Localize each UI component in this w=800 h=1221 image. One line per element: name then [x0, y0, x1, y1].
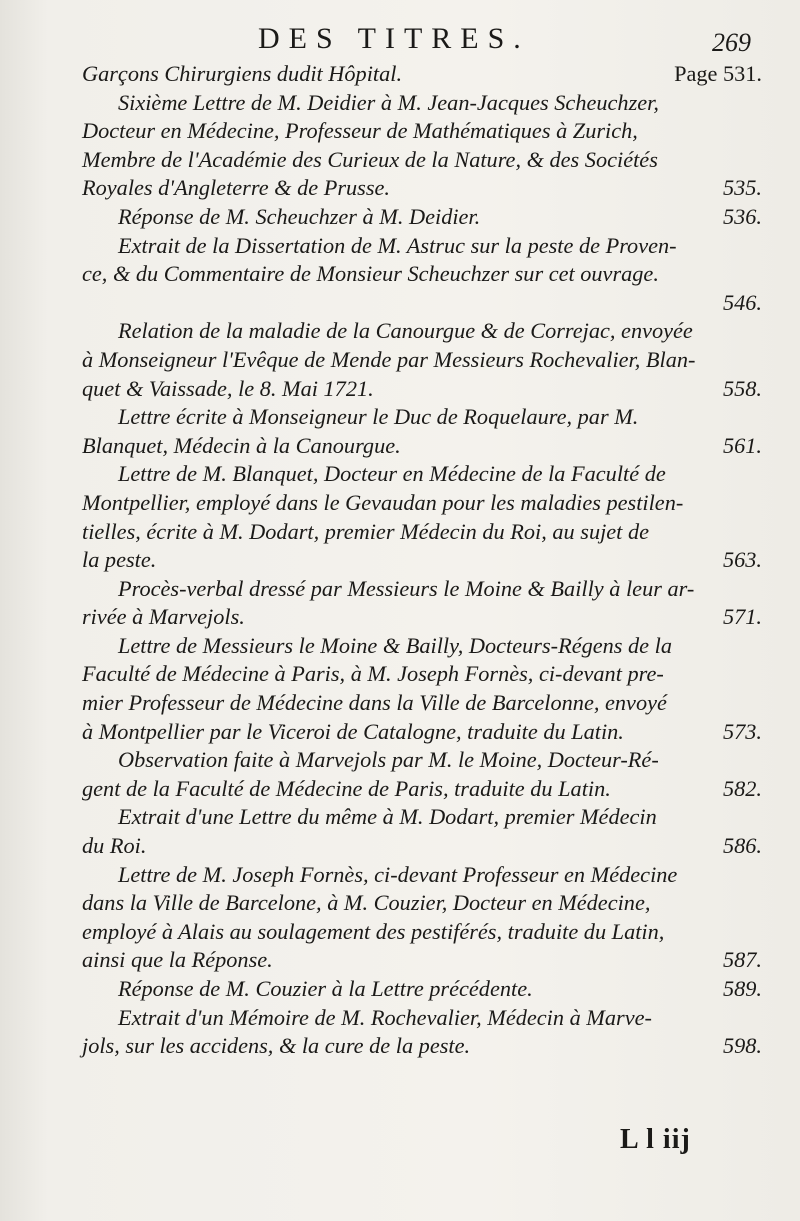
toc-line: [82, 689, 762, 718]
printer-signature-mark: L l iij: [620, 1124, 691, 1155]
toc-line: [82, 260, 762, 289]
toc-line: [82, 146, 762, 175]
toc-page-reference: 589.: [722, 976, 762, 1001]
toc-page-reference: 536.: [722, 203, 762, 229]
toc-line: [82, 60, 762, 89]
toc-page-reference: 582.: [722, 775, 762, 801]
toc-line: [82, 346, 762, 375]
toc-page-reference: 561.: [722, 432, 762, 458]
toc-page-reference: 571.: [722, 604, 762, 630]
toc-line-text: gent de la Faculté de Médecine de Paris, traduite du Latin.: [82, 775, 611, 801]
toc-line-text: Lettre de M. Blanquet, Docteur en Médecine de la Faculté de: [118, 461, 666, 487]
toc-line-text: Royales d'Angleterre & de Prusse.: [82, 175, 390, 201]
toc-line-text: Membre de l'Académie des Curieux de la Nature, & des Sociétés: [82, 146, 658, 172]
toc-line: [82, 460, 762, 489]
toc-line: [82, 432, 762, 461]
toc-line: [82, 317, 762, 346]
toc-line: [82, 403, 762, 432]
toc-line-text: du Roi.: [82, 833, 147, 859]
toc-line-text: à Montpellier par le Viceroi de Catalogne, traduite du Latin.: [82, 718, 624, 744]
toc-page-reference: 535.: [722, 175, 762, 201]
toc-line: [82, 975, 762, 1004]
toc-page-reference: 546.: [722, 289, 762, 315]
table-of-contents: [82, 60, 762, 1061]
running-title: DES TITRES.: [258, 22, 530, 55]
toc-line: [82, 1004, 762, 1033]
toc-line-text: Relation de la maladie de la Canourgue & de Correjac, envoyée: [118, 318, 693, 344]
toc-line-text: Lettre écrite à Monseigneur le Duc de Roquelaure, par M.: [118, 404, 639, 430]
toc-line: [82, 232, 762, 261]
toc-line-text: la peste.: [82, 547, 157, 573]
page-header: [0, 22, 800, 62]
toc-line: [82, 375, 762, 404]
toc-line-text: Observation faite à Marvejols par M. le Moine, Docteur-Ré-: [118, 747, 659, 773]
toc-line-text: Lettre de M. Joseph Fornès, ci-devant Professeur en Médecine: [118, 861, 678, 887]
toc-page-reference: 598.: [722, 1033, 762, 1059]
toc-line-text: Procès-verbal dressé par Messieurs le Moine & Bailly à leur ar-: [118, 575, 695, 601]
page-number: 269: [712, 28, 751, 57]
toc-line: [82, 489, 762, 518]
toc-page-reference: 587.: [722, 947, 762, 973]
toc-line-text: Réponse de M. Scheuchzer à M. Deidier.: [118, 203, 481, 229]
toc-line: [82, 775, 762, 804]
toc-line: [82, 518, 762, 547]
toc-line-text: Lettre de Messieurs le Moine & Bailly, Docteurs-Régens de la: [118, 632, 672, 658]
toc-line: [82, 603, 762, 632]
toc-page-reference: 586.: [722, 833, 762, 859]
toc-line: [82, 1032, 762, 1061]
toc-line-text: Docteur en Médecine, Professeur de Mathématiques à Zurich,: [82, 118, 638, 144]
toc-line: [82, 889, 762, 918]
toc-line: [82, 861, 762, 890]
toc-line: [82, 546, 762, 575]
toc-line: [82, 203, 762, 232]
toc-line-text: Extrait d'un Mémoire de M. Rochevalier, Médecin à Marve-: [118, 1004, 652, 1030]
toc-line-text: Extrait de la Dissertation de M. Astruc sur la peste de Proven-: [118, 232, 677, 258]
toc-line-text: ce, & du Commentaire de Monsieur Scheuchzer sur cet ouvrage.: [82, 261, 659, 287]
toc-line: [82, 89, 762, 118]
toc-line: [82, 718, 762, 747]
toc-line-text: Garçons Chirurgiens dudit Hôpital.: [82, 61, 403, 86]
toc-line: [82, 946, 762, 975]
toc-line-text: rivée à Marvejols.: [82, 604, 245, 630]
toc-line-text: Blanquet, Médecin à la Canourgue.: [82, 432, 401, 458]
toc-line-text: tielles, écrite à M. Dodart, premier Médecin du Roi, au sujet de: [82, 518, 649, 544]
toc-page-reference: Page 531.: [674, 61, 762, 86]
toc-line: [82, 746, 762, 775]
toc-line: [82, 832, 762, 861]
toc-line: [82, 660, 762, 689]
toc-line-text: Sixième Lettre de M. Deidier à M. Jean-Jacques Scheuchzer,: [118, 89, 659, 115]
toc-line-text: à Monseigneur l'Evêque de Mende par Messieurs Rochevalier, Blan-: [82, 346, 696, 372]
toc-line-text: jols, sur les accidens, & la cure de la peste.: [82, 1033, 471, 1059]
toc-line: [82, 575, 762, 604]
toc-line-text: Extrait d'une Lettre du même à M. Dodart, premier Médecin: [118, 804, 657, 830]
toc-page-reference: 573.: [722, 718, 762, 744]
toc-line: [82, 632, 762, 661]
toc-page-reference: 558.: [722, 375, 762, 401]
toc-line-text: Faculté de Médecine à Paris, à M. Joseph Fornès, ci-devant pre-: [82, 661, 664, 687]
toc-line-text: employé à Alais au soulagement des pestiférés, traduite du Latin,: [82, 918, 665, 944]
toc-line-text: mier Professeur de Médecine dans la Ville de Barcelonne, envoyé: [82, 690, 667, 716]
toc-line: [82, 918, 762, 947]
toc-line: [82, 289, 762, 318]
toc-line-text: ainsi que la Réponse.: [82, 947, 273, 973]
toc-line: [82, 174, 762, 203]
toc-line-text: quet & Vaissade, le 8. Mai 1721.: [82, 375, 374, 401]
toc-page-reference: 563.: [722, 547, 762, 573]
toc-line: [82, 803, 762, 832]
toc-line-text: Montpellier, employé dans le Gevaudan pour les maladies pestilen-: [82, 489, 684, 515]
toc-line: [82, 117, 762, 146]
toc-line-text: dans la Ville de Barcelone, à M. Couzier, Docteur en Médecine,: [82, 890, 651, 916]
toc-line-text: Réponse de M. Couzier à la Lettre précédente.: [118, 976, 533, 1001]
